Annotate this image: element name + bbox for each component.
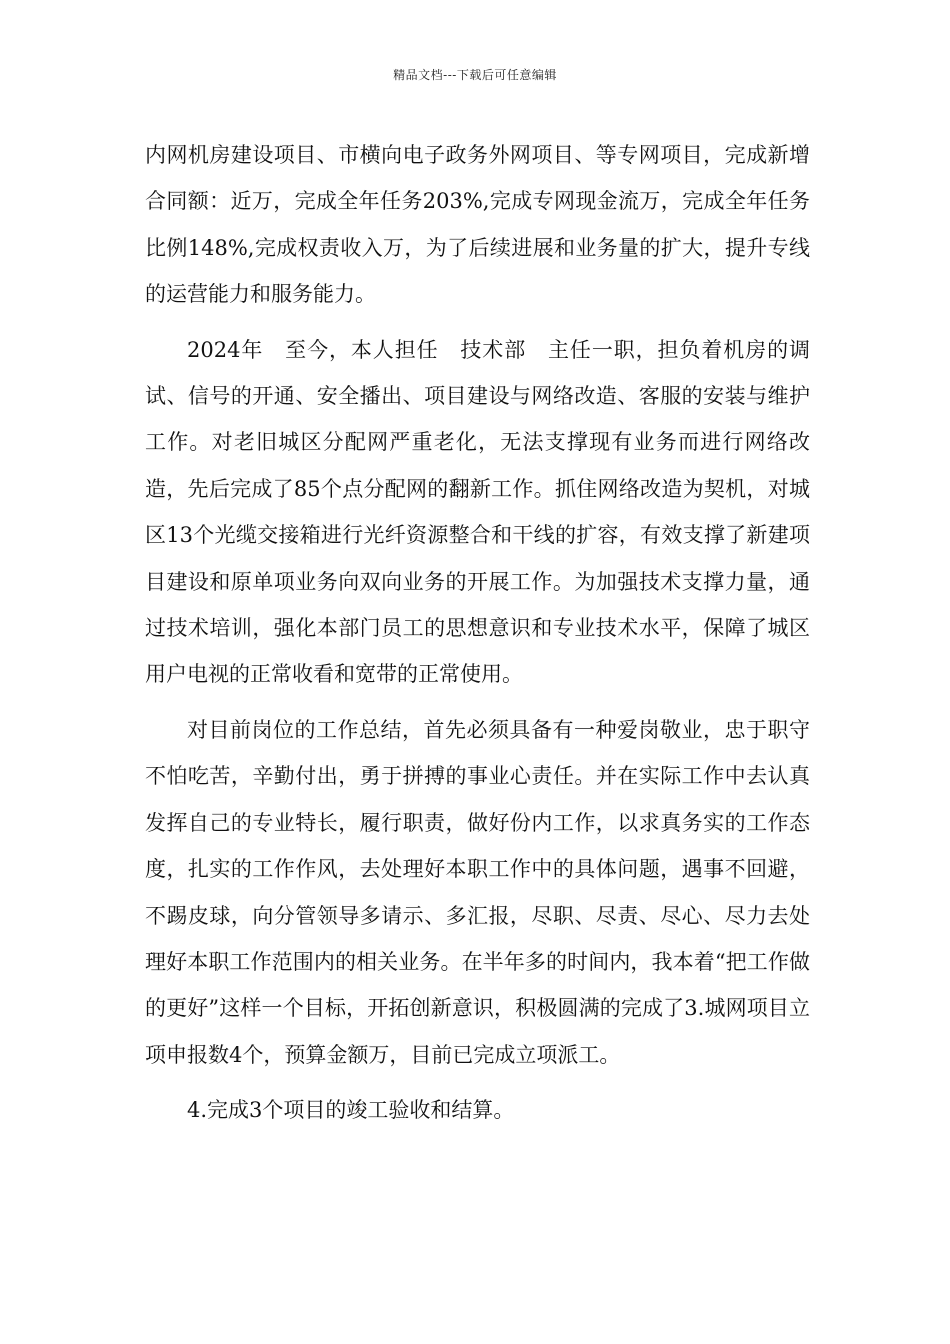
page-header: 精品文档---下载后可任意编辑 [393,68,557,82]
paragraph-2: 2024年 至今，本人担任 技术部 主任一职，担负着机房的调试、信号的开通、安全播出、项目建设与网络改造、客服的安装与维护工作。对老旧城区分配网严重老化，无法支撑现有业务而进行网络改造，先后完成了85个点分配网的翻新工作。抓住网络改造为契机，对城区13个光缆交接箱进行光纤资源整合和干线的扩容，有效支撑了新建项目建设和原单项业务向双向业务的开展工作。为加强技术支撑力量，通过技术培训，强化本部门员工的思想意识和专业技术水平，保障了城区用户电视的正常收看和宽带的正常使用。 [145,337,810,687]
paragraph-4: 4.完成3个项目的竣工验收和结算。 [187,1098,515,1123]
paragraph-3: 对目前岗位的工作总结，首先必须具备有一种爱岗敬业，忠于职守不怕吃苦，辛勤付出，勇于拼搏的事业心责任。并在实际工作中去认真发挥自己的专业特长，履行职责，做好份内工作，以求真务实的工作态度，扎实的工作作风，去处理好本职工作中的具体问题，遇事不回避，不踢皮球，向分管领导多请示、多汇报，尽职、尽责、尽心、尽力去处理好本职工作范围内的相关业务。在半年多的时间内，我本着“把工作做的更好”这样一个目标，开拓创新意识，积极圆满的完成了3.城网项目立项申报数4个，预算金额万，目前已完成立项派工。 [145,717,810,1067]
document-body [145,132,810,1143]
paragraph-1: 内网机房建设项目、市横向电子政务外网项目、等专网项目，完成新增合同额：近万，完成全年任务203%,完成专网现金流万，完成全年任务比例148%,完成权责收入万，为了后续进展和业务量的扩大，提升专线的运营能力和服务能力。 [145,143,810,307]
